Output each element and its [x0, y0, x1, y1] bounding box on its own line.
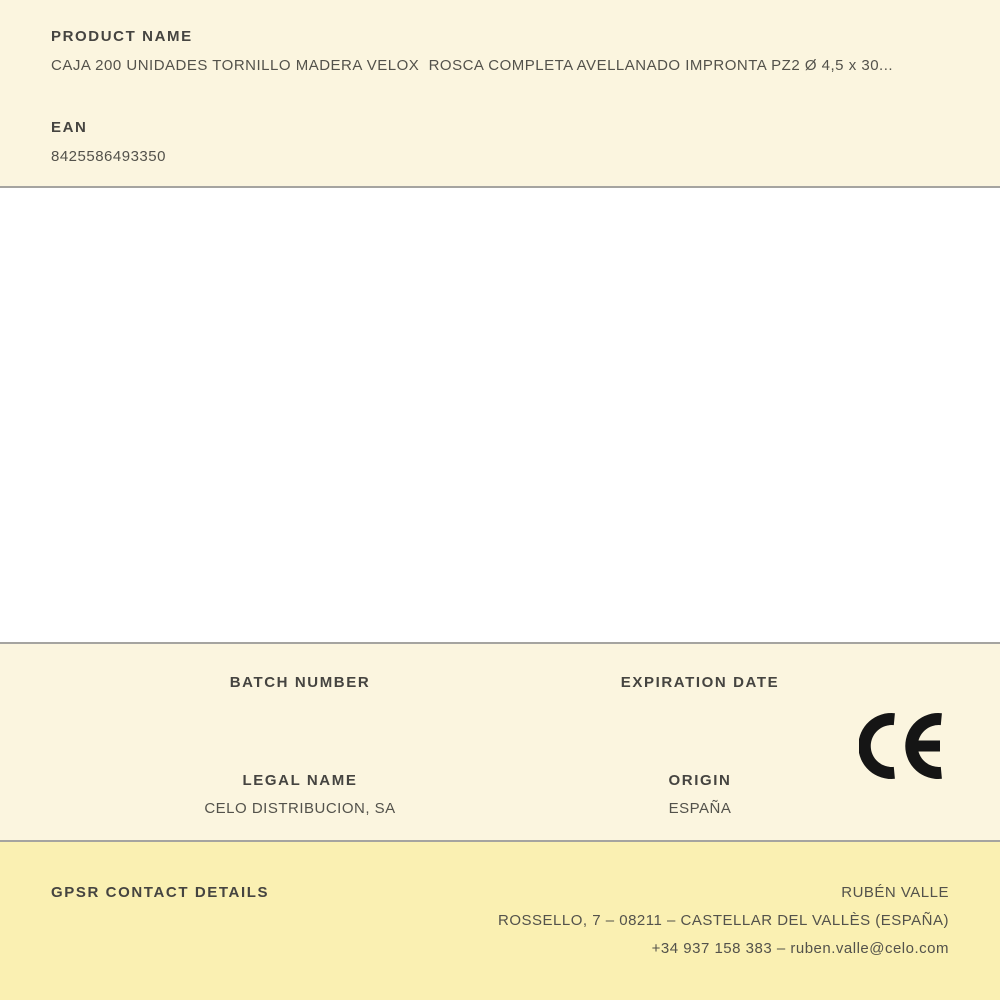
contact-phone-email: +34 937 158 383 – ruben.valle@celo.com: [651, 940, 949, 957]
blank-middle-section: [0, 188, 1000, 644]
contact-address: ROSSELLO, 7 – 08211 – CASTELLAR DEL VALLÈS (ESPAÑA): [498, 912, 949, 929]
ean-field: [51, 118, 949, 167]
batch-number-field: [100, 673, 500, 701]
batch-number-label: BATCH NUMBER: [229, 674, 371, 691]
gpsr-contact-section: [0, 842, 1000, 1000]
ce-mark-icon: [859, 713, 943, 779]
product-name-value: CAJA 200 UNIDADES TORNILLO MADERA VELOX ROSCA COMPLETA AVELLANADO IMPRONTA PZ2 Ø 4,5 x 30...: [51, 57, 894, 74]
ean-value: 8425586493350: [51, 148, 166, 165]
product-header-section: [0, 0, 1000, 188]
expiration-date-label: EXPIRATION DATE: [620, 674, 780, 691]
legal-name-label: LEGAL NAME: [242, 772, 358, 789]
product-name-label: PRODUCT NAME: [51, 28, 193, 45]
expiration-date-field: [500, 673, 900, 701]
origin-value: ESPAÑA: [668, 800, 732, 817]
legal-name-value: CELO DISTRIBUCION, SA: [204, 800, 396, 817]
ean-label: EAN: [51, 119, 88, 136]
compliance-info-grid: [100, 644, 900, 819]
gpsr-contact-label: GPSR CONTACT DETAILS: [51, 884, 270, 901]
origin-label: ORIGIN: [668, 772, 732, 789]
legal-name-field: [100, 771, 500, 819]
compliance-info-section: [0, 644, 1000, 842]
gpsr-contact-block: [498, 879, 949, 963]
origin-field: [500, 771, 900, 819]
product-name-field: [51, 27, 949, 76]
contact-person-name: RUBÉN VALLE: [841, 884, 949, 901]
